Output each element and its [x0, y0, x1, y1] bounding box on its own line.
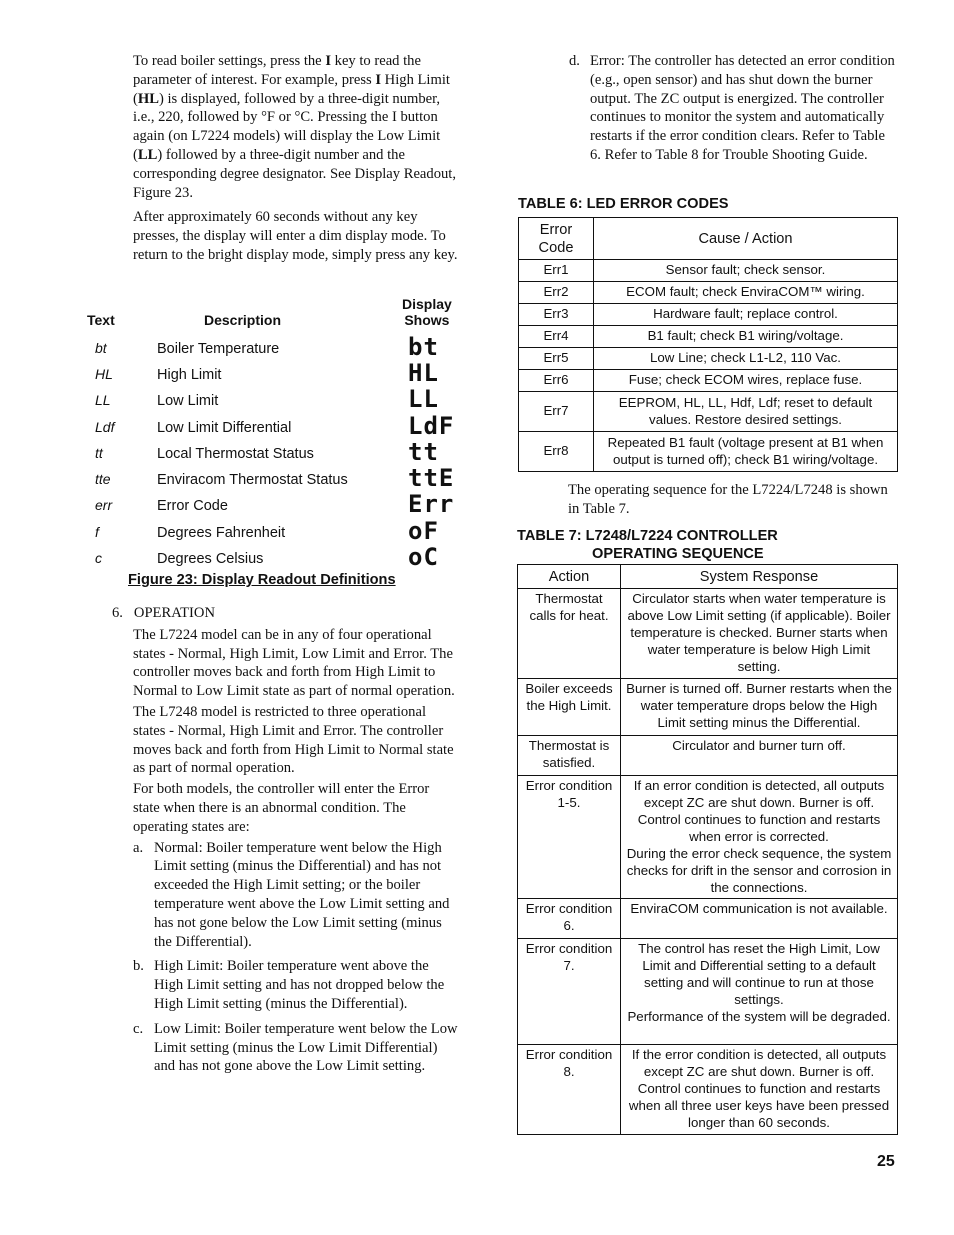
table7-header-response: System Response [621, 565, 898, 589]
display-readout-figure [87, 296, 467, 596]
readout-description: Low Limit Differential [157, 420, 292, 436]
text-run: key to read the parameter of interest. For example, press [133, 53, 421, 88]
figure-row [87, 490, 487, 519]
table-row [519, 348, 898, 370]
bold-term: I [325, 53, 331, 69]
cause-action-cell: Repeated B1 fault (voltage present at B1 when output is turned off); check B1 wiring/voltage. [594, 432, 898, 472]
error-code-cell: Err5 [519, 348, 594, 370]
readout-display-segment: LL [408, 385, 439, 413]
readout-display-segment: oF [408, 517, 439, 545]
operating-sequence-text: The operating sequence for the L7224/L7248 is shown in Table 7. [568, 482, 888, 517]
readout-description: Low Limit [157, 393, 219, 409]
system-response-cell: Burner is turned off. Burner restarts when the water temperature drops below the High Limit setting minus the Differential. [621, 679, 898, 736]
action-cell: Error condition 7. [518, 939, 621, 1045]
cause-action-cell: B1 fault; check B1 wiring/voltage. [594, 326, 898, 348]
list-item: d. Error: The controller has detected an error condition (e.g., open sensor) and has shut down the burner output. The ZC output is energized. The controller continues to monitor the system and automatically restarts if the error condition clears. Refer to Table 6. Refer to Table 8 for Trouble Shooting Guide. [569, 53, 895, 163]
text-run: ) is displayed, followed by a three-digit number, i.e., 220, followed by °F or °C. Pressing the I button again (on L7224 models) will display the Low Limit ( [133, 90, 441, 163]
intro-paragraph-1 [133, 52, 458, 202]
bold-term: LL [137, 146, 158, 163]
cause-action-cell: Fuse; check ECOM wires, replace fuse. [594, 370, 898, 392]
table6-caption: TABLE 6: LED ERROR CODES [518, 196, 729, 212]
readout-code: Ldf [95, 419, 115, 435]
figure-row [87, 543, 487, 572]
operation-states-list [133, 839, 458, 1077]
readout-description: Degrees Fahrenheit [157, 525, 286, 541]
table-row [518, 939, 898, 1045]
table-row [519, 432, 898, 472]
list-item [133, 957, 458, 1013]
error-code-cell: Err2 [519, 282, 594, 304]
readout-code: f [95, 524, 99, 540]
list-item [133, 1020, 458, 1076]
bold-term: HL [137, 90, 159, 107]
table-row [519, 370, 898, 392]
table6-header-code: Error Code [519, 218, 594, 260]
readout-description: Local Thermostat Status [157, 446, 314, 462]
operation-section [112, 604, 460, 1082]
table7-caption: TABLE 7: L7248/L7224 CONTROLLER OPERATING SEQUENCE [517, 528, 778, 562]
action-cell: Error condition 1-5. [518, 776, 621, 899]
left-column [133, 52, 458, 271]
table-row [518, 679, 898, 736]
figure-caption: Figure 23: Display Readout Definitions [128, 572, 396, 588]
section-heading [112, 604, 460, 623]
table-row [518, 1045, 898, 1135]
cause-action-cell: Low Line; check L1-L2, 110 Vac. [594, 348, 898, 370]
cause-action-cell: Sensor fault; check sensor. [594, 260, 898, 282]
list-item-text: High Limit: Boiler temperature went above the High Limit setting and has not dropped below the High Limit setting (minus the Differential). [154, 958, 445, 1012]
readout-code: tte [95, 471, 111, 487]
readout-description: Enviracom Thermostat Status [157, 472, 348, 488]
figure-col-display: Display Shows [402, 296, 452, 328]
readout-code: LL [95, 392, 111, 408]
readout-display-segment: bt [408, 333, 439, 361]
system-response-cell: If an error condition is detected, all outputs except ZC are shut down. Burner is off. Control continues to function and restarts when error is corrected. During the error check sequence, the system checks for drift in the sensor and corrosion in the connections. [621, 776, 898, 899]
readout-display-segment: oC [408, 543, 439, 571]
page-number: 25 [877, 1153, 895, 1170]
error-code-cell: Err3 [519, 304, 594, 326]
cause-action-cell: Hardware fault; replace control. [594, 304, 898, 326]
bold-term: I [375, 71, 382, 88]
action-cell: Error condition 8. [518, 1045, 621, 1135]
operation-paragraph-2: The L7248 model is restricted to three operational states - Normal, High Limit and Error. The controller moves back and forth from High Limit to Normal state as part of normal operation. [133, 703, 454, 777]
figure-col-text: Text [87, 312, 115, 328]
cause-action-cell: ECOM fault; check EnviraCOM™ wiring. [594, 282, 898, 304]
table7-header-action: Action [518, 565, 621, 589]
section-title: OPERATION [133, 605, 215, 621]
system-response-cell: Circulator and burner turn off. [621, 736, 898, 776]
readout-display-segment: HL [408, 359, 439, 387]
table-row [518, 736, 898, 776]
system-response-cell: Circulator starts when water temperature is above Low Limit setting (if applicable). Boiler temperature is checked. Burner starts when water temperature is below High Limit setting. [621, 589, 898, 679]
table-row [519, 260, 898, 282]
readout-code: c [95, 550, 102, 566]
list-item-label: c. [133, 1020, 144, 1037]
readout-display-segment: Err [408, 490, 455, 518]
action-cell: Boiler exceeds the High Limit. [518, 679, 621, 736]
section-number: 6. [112, 605, 123, 621]
readout-code: err [95, 497, 113, 513]
cause-action-cell: EEPROM, HL, LL, Hdf, Ldf; reset to default values. Restore desired settings. [594, 392, 898, 432]
table-row [519, 392, 898, 432]
system-response-cell: If the error condition is detected, all outputs except ZC are shut down. Burner is off. Control continues to function and restarts when all three user keys have been pressed longer than 60 seconds. [621, 1045, 898, 1135]
table-row [519, 282, 898, 304]
table-row [518, 899, 898, 939]
action-cell: Error condition 6. [518, 899, 621, 939]
error-code-cell: Err6 [519, 370, 594, 392]
error-code-cell: Err7 [519, 392, 594, 432]
action-cell: Thermostat is satisfied. [518, 736, 621, 776]
controller-operating-sequence-table [517, 564, 898, 1135]
list-item-label: b. [133, 958, 144, 975]
system-response-cell: The control has reset the High Limit, Low Limit and Differential setting to a default setting and will continue to run at those settings. Performance of the system will be degraded. [621, 939, 898, 1045]
table-row [519, 326, 898, 348]
list-item-label: a. [133, 839, 144, 856]
error-code-cell: Err8 [519, 432, 594, 472]
figure-row [87, 385, 487, 414]
text-run: ) followed by a three-digit number and the corresponding degree designator. See Display Readout, Figure 23. [133, 146, 457, 201]
readout-description: Boiler Temperature [157, 341, 280, 357]
operation-paragraph-3: For both models, the controller will enter the Error state when there is an abnormal condition. The operating states are: [133, 781, 430, 835]
error-code-cell: Err1 [519, 260, 594, 282]
readout-display-segment: LdF [408, 412, 455, 440]
action-cell: Thermostat calls for heat. [518, 589, 621, 679]
readout-description: Degrees Celsius [157, 551, 264, 567]
list-item [133, 839, 458, 952]
readout-display-segment: ttE [408, 464, 455, 492]
readout-description: High Limit [157, 367, 222, 383]
error-code-cell: Err4 [519, 326, 594, 348]
led-error-codes-table [518, 217, 898, 472]
text-run: High Limit ( [133, 71, 450, 107]
operation-paragraph-1: The L7224 model can be in any of four operational states - Normal, High Limit, Low Limit and Error. The controller moves back and forth from High Limit to Normal to Low Limit state as part of normal operation. [133, 626, 455, 700]
table-row [518, 776, 898, 899]
readout-code: tt [95, 445, 103, 461]
text-run: To read boiler settings, press the [133, 53, 326, 69]
system-response-cell: EnviraCOM communication is not available. [621, 899, 898, 939]
table6-header-cause: Cause / Action [594, 218, 898, 260]
readout-display-segment: tt [408, 438, 439, 466]
table-row [519, 304, 898, 326]
intro-paragraph-2: After approximately 60 seconds without any key presses, the display will enter a dim display mode. To return to the bright display mode, simply press any key. [133, 209, 458, 263]
list-item-text: Normal: Boiler temperature went below the High Limit setting (minus the Differential) and has not exceeded the High Limit setting; or the boiler temperature went above the Low Limit setting and has not gone below the Low Limit setting (minus the Differential). [154, 839, 450, 950]
figure-col-description: Description [204, 312, 282, 328]
list-item-text: Low Limit: Boiler temperature went below the Low Limit setting (minus the Low Limit Differential) and has not gone above the Low Limit setting. [154, 1020, 458, 1075]
readout-description: Error Code [157, 498, 228, 514]
item-d [569, 52, 899, 171]
operation-body [112, 626, 458, 1076]
readout-code: bt [95, 340, 107, 356]
table-row [518, 589, 898, 679]
readout-code: HL [95, 366, 113, 382]
